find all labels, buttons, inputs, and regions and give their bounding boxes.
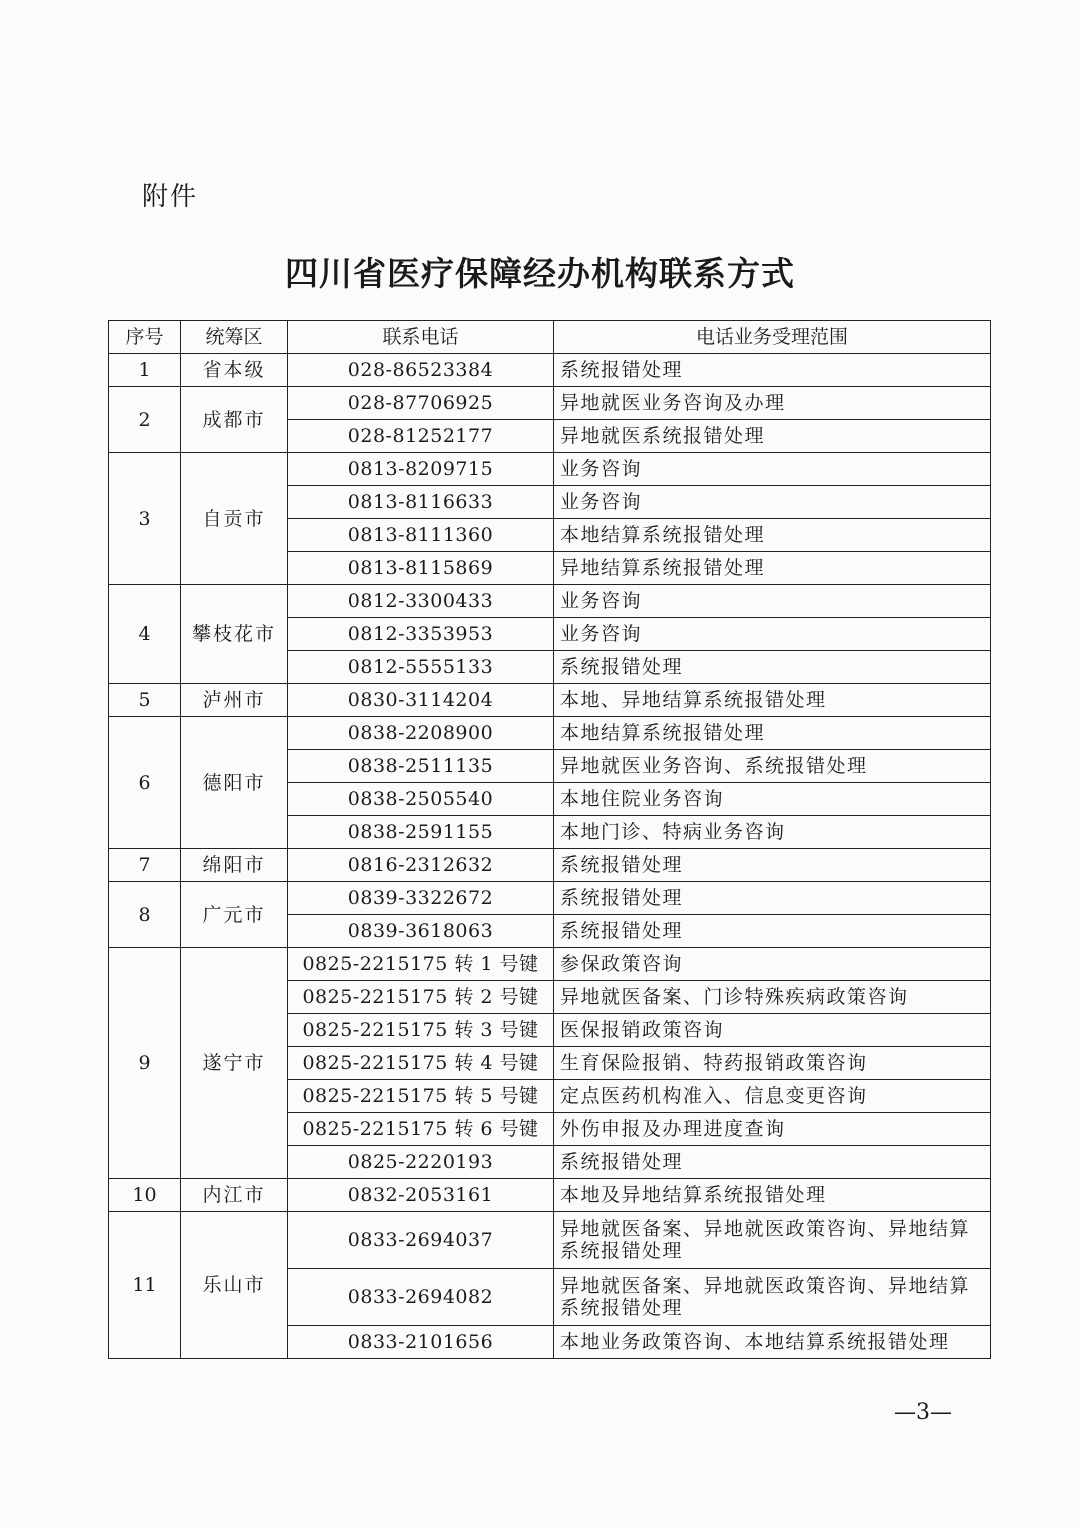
cell-no: 10 <box>109 1179 181 1212</box>
page-number: —3— <box>894 1400 952 1425</box>
header-scope: 电话业务受理范围 <box>554 321 991 354</box>
cell-scope: 本地结算系统报错处理 <box>554 717 991 750</box>
cell-scope: 异地就医备案、异地就医政策咨询、异地结算系统报错处理 <box>554 1212 991 1269</box>
cell-scope: 系统报错处理 <box>554 651 991 684</box>
cell-scope: 医保报销政策咨询 <box>554 1014 991 1047</box>
cell-no: 11 <box>109 1212 181 1359</box>
cell-phone: 0813-8116633 <box>288 486 554 519</box>
cell-scope: 异地就医业务咨询、系统报错处理 <box>554 750 991 783</box>
cell-phone: 0812-3300433 <box>288 585 554 618</box>
table-row <box>109 387 991 420</box>
header-area: 统筹区 <box>181 321 288 354</box>
cell-phone: 028-87706925 <box>288 387 554 420</box>
cell-scope: 本地、异地结算系统报错处理 <box>554 684 991 717</box>
table-row <box>109 849 991 882</box>
cell-area: 省本级 <box>181 354 288 387</box>
cell-phone: 0813-8115869 <box>288 552 554 585</box>
cell-phone: 0830-3114204 <box>288 684 554 717</box>
cell-scope: 系统报错处理 <box>554 354 991 387</box>
table-body <box>109 354 991 1359</box>
cell-scope: 参保政策咨询 <box>554 948 991 981</box>
cell-phone: 0839-3322672 <box>288 882 554 915</box>
cell-scope: 异地就医系统报错处理 <box>554 420 991 453</box>
cell-area: 自贡市 <box>181 453 288 585</box>
cell-phone: 0825-2220193 <box>288 1146 554 1179</box>
cell-phone: 0833-2694037 <box>288 1212 554 1269</box>
cell-area: 乐山市 <box>181 1212 288 1359</box>
cell-area: 德阳市 <box>181 717 288 849</box>
cell-no: 8 <box>109 882 181 948</box>
cell-scope: 异地就医业务咨询及办理 <box>554 387 991 420</box>
cell-phone: 0825-2215175 转 1 号键 <box>288 948 554 981</box>
cell-area: 内江市 <box>181 1179 288 1212</box>
cell-phone: 0813-8111360 <box>288 519 554 552</box>
cell-scope: 定点医药机构准入、信息变更咨询 <box>554 1080 991 1113</box>
table-row <box>109 882 991 915</box>
cell-phone: 028-81252177 <box>288 420 554 453</box>
cell-phone: 0825-2215175 转 4 号键 <box>288 1047 554 1080</box>
header-no: 序号 <box>109 321 181 354</box>
cell-scope: 异地就医备案、门诊特殊疾病政策咨询 <box>554 981 991 1014</box>
cell-scope: 系统报错处理 <box>554 882 991 915</box>
cell-phone: 0813-8209715 <box>288 453 554 486</box>
cell-scope: 系统报错处理 <box>554 1146 991 1179</box>
cell-phone: 028-86523384 <box>288 354 554 387</box>
table-row <box>109 354 991 387</box>
cell-phone: 0832-2053161 <box>288 1179 554 1212</box>
cell-area: 攀枝花市 <box>181 585 288 684</box>
cell-phone: 0812-5555133 <box>288 651 554 684</box>
cell-scope: 本地及异地结算系统报错处理 <box>554 1179 991 1212</box>
cell-phone: 0838-2505540 <box>288 783 554 816</box>
cell-area: 广元市 <box>181 882 288 948</box>
contacts-table <box>108 320 991 1359</box>
table-row <box>109 684 991 717</box>
cell-no: 7 <box>109 849 181 882</box>
cell-phone: 0838-2511135 <box>288 750 554 783</box>
cell-scope: 业务咨询 <box>554 585 991 618</box>
table-row <box>109 1179 991 1212</box>
table-row <box>109 585 991 618</box>
cell-scope: 异地结算系统报错处理 <box>554 552 991 585</box>
cell-scope: 异地就医备案、异地就医政策咨询、异地结算系统报错处理 <box>554 1269 991 1326</box>
page-title: 四川省医疗保障经办机构联系方式 <box>285 254 795 293</box>
cell-phone: 0839-3618063 <box>288 915 554 948</box>
cell-scope: 生育保险报销、特药报销政策咨询 <box>554 1047 991 1080</box>
cell-phone: 0838-2591155 <box>288 816 554 849</box>
cell-phone: 0816-2312632 <box>288 849 554 882</box>
cell-no: 1 <box>109 354 181 387</box>
cell-phone: 0833-2101656 <box>288 1326 554 1359</box>
cell-phone: 0825-2215175 转 6 号键 <box>288 1113 554 1146</box>
cell-area: 成都市 <box>181 387 288 453</box>
cell-area: 绵阳市 <box>181 849 288 882</box>
cell-area: 遂宁市 <box>181 948 288 1179</box>
cell-area: 泸州市 <box>181 684 288 717</box>
table-row <box>109 717 991 750</box>
cell-scope: 本地住院业务咨询 <box>554 783 991 816</box>
cell-no: 3 <box>109 453 181 585</box>
cell-scope: 外伤申报及办理进度查询 <box>554 1113 991 1146</box>
cell-no: 2 <box>109 387 181 453</box>
header-phone: 联系电话 <box>288 321 554 354</box>
attachment-label: 附件 <box>142 182 199 212</box>
cell-no: 6 <box>109 717 181 849</box>
cell-scope: 系统报错处理 <box>554 849 991 882</box>
table-row <box>109 948 991 981</box>
cell-scope: 业务咨询 <box>554 486 991 519</box>
cell-scope: 本地业务政策咨询、本地结算系统报错处理 <box>554 1326 991 1359</box>
cell-phone: 0812-3353953 <box>288 618 554 651</box>
cell-phone: 0825-2215175 转 5 号键 <box>288 1080 554 1113</box>
cell-scope: 系统报错处理 <box>554 915 991 948</box>
cell-phone: 0838-2208900 <box>288 717 554 750</box>
table-row <box>109 1212 991 1269</box>
cell-phone: 0825-2215175 转 2 号键 <box>288 981 554 1014</box>
cell-no: 5 <box>109 684 181 717</box>
cell-phone: 0825-2215175 转 3 号键 <box>288 1014 554 1047</box>
cell-phone: 0833-2694082 <box>288 1269 554 1326</box>
table-row <box>109 453 991 486</box>
table-header-row <box>109 321 991 354</box>
cell-scope: 本地结算系统报错处理 <box>554 519 991 552</box>
cell-scope: 本地门诊、特病业务咨询 <box>554 816 991 849</box>
cell-no: 4 <box>109 585 181 684</box>
cell-no: 9 <box>109 948 181 1179</box>
cell-scope: 业务咨询 <box>554 453 991 486</box>
cell-scope: 业务咨询 <box>554 618 991 651</box>
